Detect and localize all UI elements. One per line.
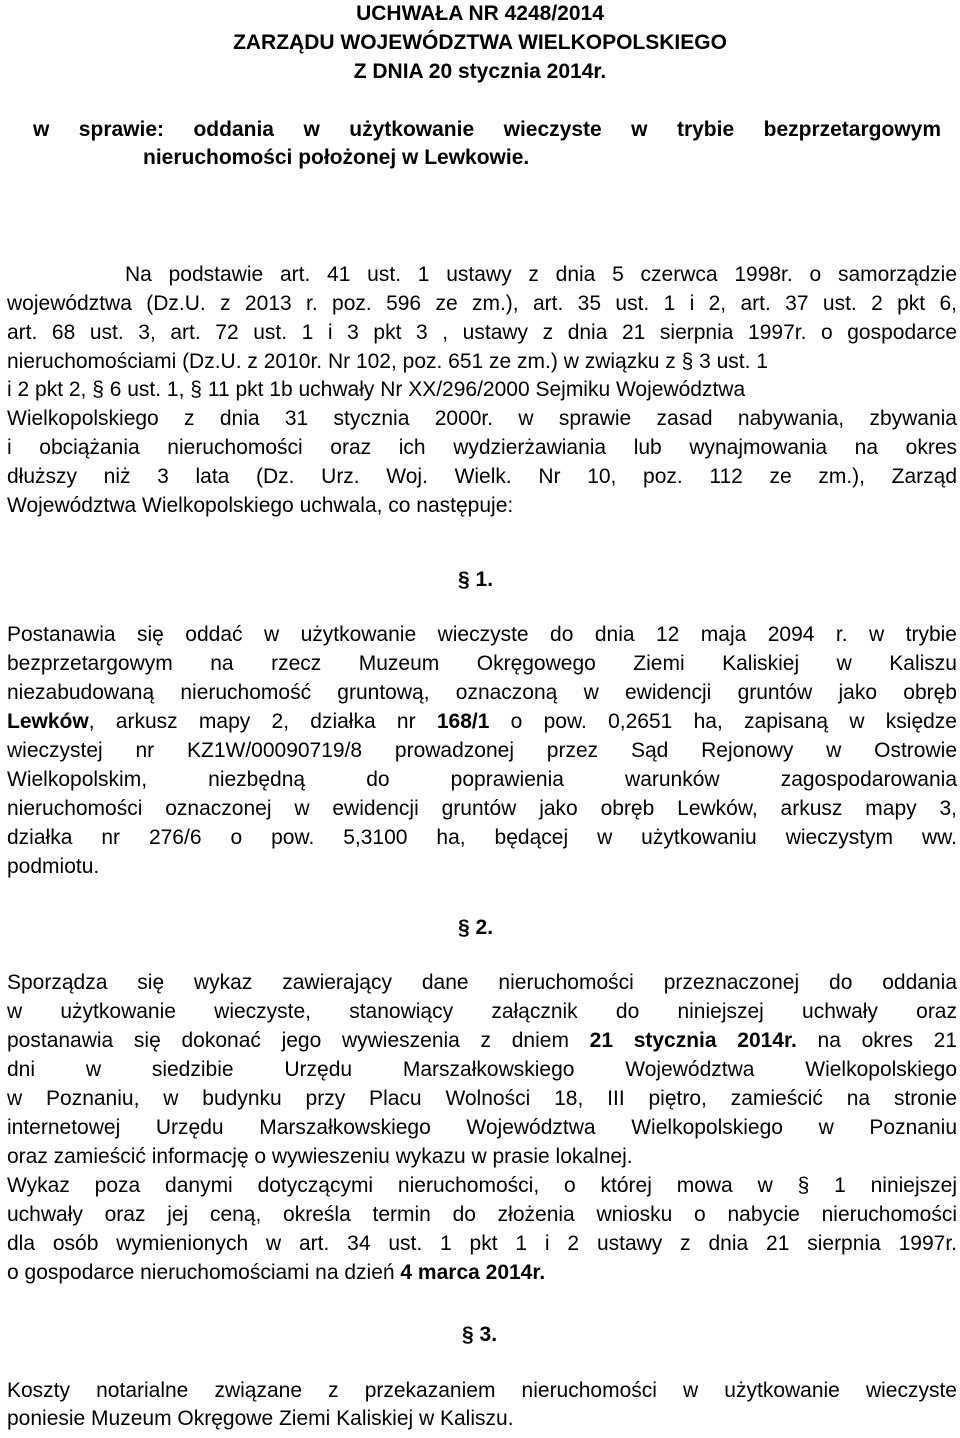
deadline-date: 4 marca 2014r. — [400, 1261, 546, 1284]
section-2-line: Wykaz poza danymi dotyczącymi nieruchomości, o której mowa w § 1 niniejszej — [7, 1174, 958, 1197]
section-symbol: § — [797, 1174, 810, 1197]
section-1-line: wieczystej nr KZ1W/00090719/8 prowadzonej przez Sąd Rejonowy w Ostrowie — [7, 739, 957, 762]
preamble-line: Wielkopolskiego z dnia 31 stycznia 2000r. w sprawie zasad nabywania, zbywania — [7, 407, 957, 430]
preamble-line: i 2 pkt 2, § 6 ust. 1, § 11 pkt 1b uchwały Nr XX/296/2000 Sejmiku Województwa — [7, 378, 746, 401]
section-1-line: Postanawia się oddać w użytkowanie wieczyste do dnia 12 maja 2094 r. w trybie — [7, 623, 957, 646]
section-2-heading: § 2. — [458, 916, 494, 939]
section-2-line: Sporządza się wykaz zawierający dane nieruchomości przeznaczonej do oddania — [7, 971, 957, 994]
section-1-line: nieruchomości oznaczonej w ewidencji gruntów jako obręb Lewków, arkusz mapy 3, — [7, 797, 957, 820]
section-2-line: o gospodarce nieruchomościami na dzień 4 marca 2014r. — [7, 1261, 546, 1284]
section-3-line: Koszty notarialne związane z przekazaniem nieruchomości w użytkowanie wieczyste — [7, 1379, 957, 1402]
section-2-line: postanawia się dokonać jego wywieszenia z dniem 21 stycznia 2014r. na okres 21 — [7, 1029, 958, 1052]
section-2-line: oraz zamieścić informację o wywieszeniu wykazu w prasie lokalnej. — [7, 1145, 633, 1168]
section-2-line: w użytkowanie wieczyste, stanowiący załącznik do niniejszej uchwały oraz — [7, 1000, 957, 1023]
section-3-line: poniesie Muzeum Okręgowe Ziemi Kaliskiej w Kaliszu. — [7, 1407, 514, 1430]
section-1-line: podmiotu. — [7, 855, 100, 878]
section-1-line: Wielkopolskim, niezbędną do poprawienia warunków zagospodarowania — [7, 768, 957, 791]
preamble-line: i obciążania nieruchomości oraz ich wydzierżawiania lub wynajmowania na okres — [7, 436, 957, 459]
section-symbol: § — [92, 378, 104, 401]
preamble-line: województwa (Dz.U. z 2013 r. poz. 596 ze zm.), art. 35 ust. 1 i 2, art. 37 ust. 2 pkt 6, — [7, 292, 957, 315]
section-2-line: dni w siedzibie Urzędu Marszałkowskiego Województwa Wielkopolskiego — [7, 1058, 957, 1081]
preamble-line: art. 68 ust. 3, art. 72 ust. 1 i 3 pkt 3 , ustawy z dnia 21 sierpnia 1997r. o gospodarce — [7, 321, 957, 344]
preamble-line: dłuższy niż 3 lata (Dz. Urz. Woj. Wielk. Nr 10, poz. 112 ze zm.), Zarząd — [7, 465, 957, 488]
issuing-body: ZARZĄDU WOJEWÓDZTWA WIELKOPOLSKIEGO — [233, 31, 727, 54]
section-1-line: działka nr 276/6 o pow. 5,3100 ha, będącej w użytkowaniu wieczystym ww. — [7, 826, 957, 849]
section-2-line: w Poznaniu, w budynku przy Placu Wolności 18, III piętro, zamieścić na stronie — [7, 1087, 957, 1110]
section-symbol: § — [190, 378, 202, 401]
section-1-heading: § 1. — [458, 568, 494, 591]
section-1-line: niezabudowaną nieruchomość gruntową, oznaczoną w ewidencji gruntów jako obręb — [7, 681, 957, 704]
section-2-line: internetowej Urzędu Marszałkowskiego Województwa Wielkopolskiego w Poznaniu — [7, 1116, 957, 1139]
section-1-line: bezprzetargowym na rzecz Muzeum Okręgowego Ziemi Kaliskiej w Kaliszu — [7, 652, 957, 675]
subject-line-1: w sprawie: oddania w użytkowanie wieczyste w trybie bezprzetargowym — [33, 118, 941, 141]
section-3-heading: § 3. — [462, 1323, 498, 1346]
resolution-date: Z DNIA 20 stycznia 2014r. — [353, 60, 607, 83]
section-2-line: uchwały oraz jej ceną, określa termin do złożenia wniosku o nabycie nieruchomości — [7, 1203, 957, 1226]
posting-date: 21 stycznia 2014r. — [589, 1029, 797, 1052]
preamble-line: Na podstawie art. 41 ust. 1 ustawy z dnia 5 czerwca 1998r. o samorządzie — [125, 263, 957, 286]
section-1-line: Lewków, arkusz mapy 2, działka nr 168/1 o pow. 0,2651 ha, zapisaną w księdze — [7, 710, 957, 733]
preamble-line: nieruchomościami (Dz.U. z 2010r. Nr 102, poz. 651 ze zm.) w związku z § 3 ust. 1 — [7, 350, 768, 373]
section-2-line: dla osób wymienionych w art. 34 ust. 1 pkt 1 i 2 ustawy z dnia 21 sierpnia 1997r. — [7, 1232, 957, 1255]
section-symbol: § — [681, 350, 694, 373]
preamble-line: Województwa Wielkopolskiego uchwala, co następuje: — [7, 494, 514, 517]
subject-line-2: nieruchomości położonej w Lewkowie. — [143, 146, 530, 169]
resolution-number: UCHWAŁA NR 4248/2014 — [356, 2, 604, 25]
